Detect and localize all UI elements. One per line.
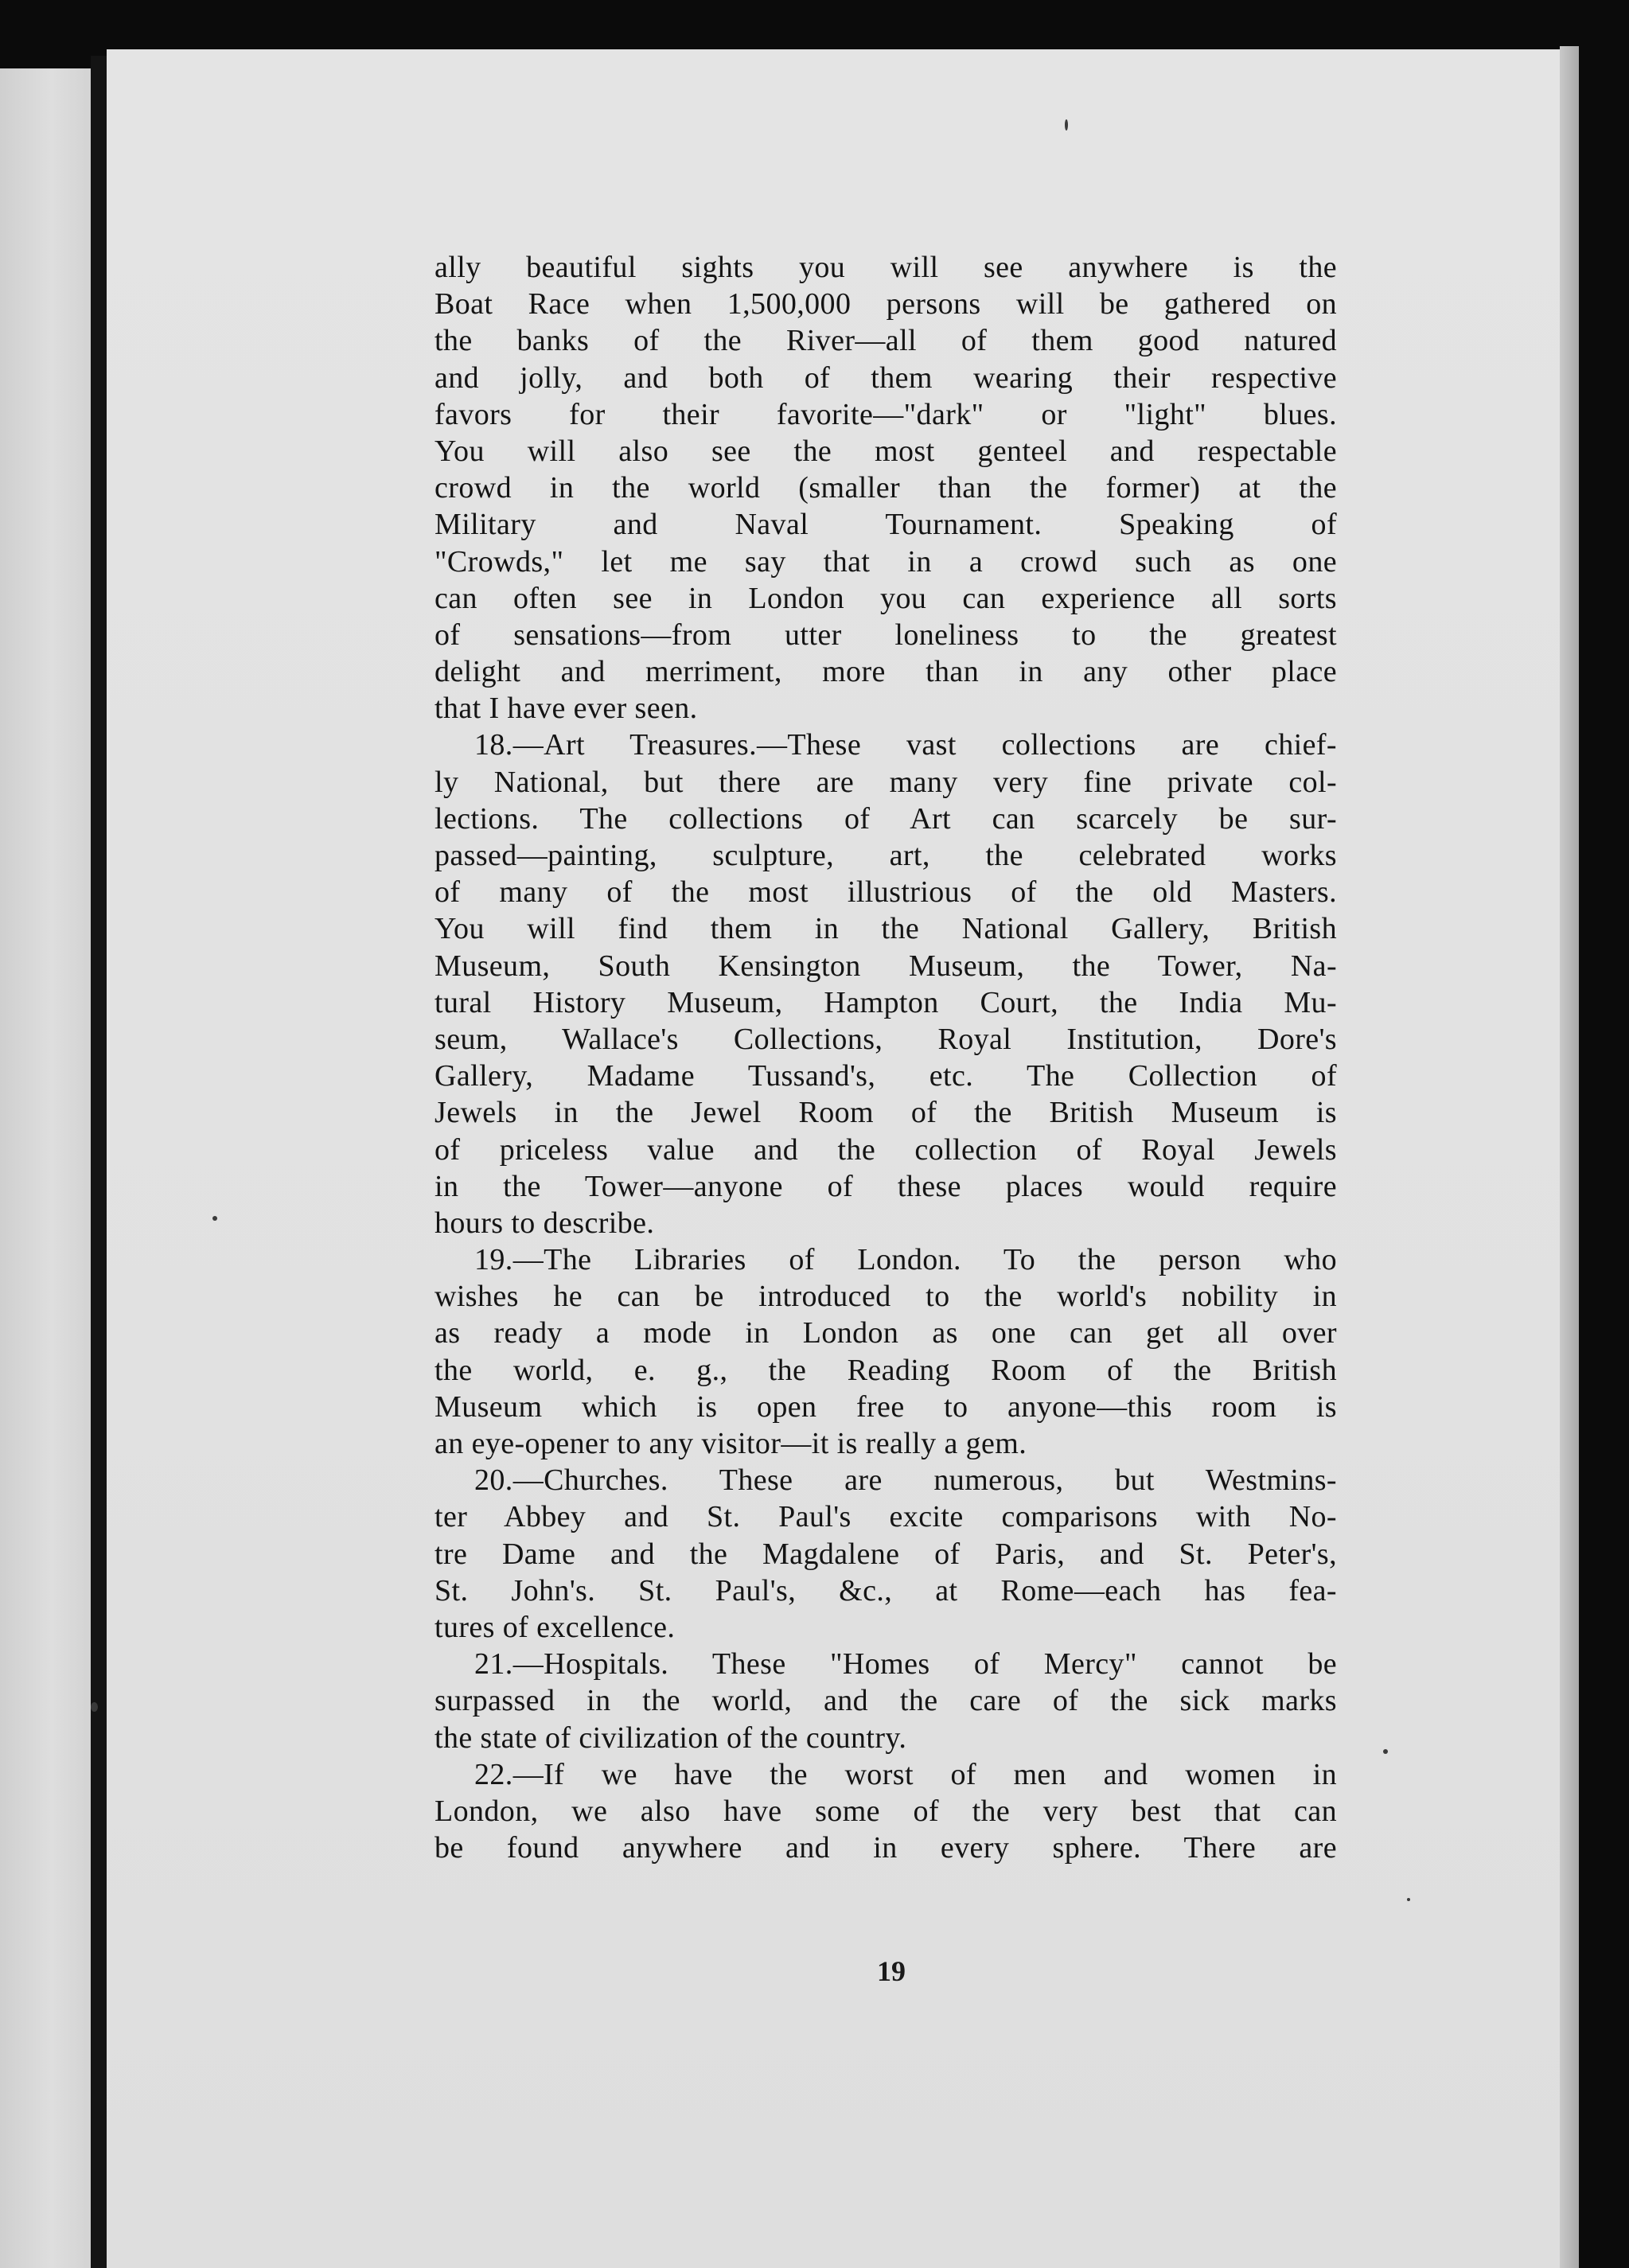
text-line: Museum which is open free to anyone—this room is: [435, 1389, 1337, 1424]
text-line: ter Abbey and St. Paul's excite comparisons with No-: [435, 1500, 1337, 1534]
text-line: as ready a mode in London as one can get all over: [435, 1316, 1337, 1350]
text-line: and jolly, and both of them wearing their respective: [435, 360, 1337, 395]
ink-speck: [91, 1702, 98, 1712]
text-line: of sensations—from utter loneliness to the greatest: [435, 618, 1337, 652]
text-line: tural History Museum, Hampton Court, the India Mu-: [435, 985, 1337, 1019]
page-number: 19: [877, 1955, 906, 1987]
text-line: London, we also have some of the very best that can: [435, 1794, 1337, 1828]
text-line: the banks of the River—all of them good natured: [435, 324, 1337, 358]
text-line: an eye-opener to any visitor—it is really a gem.: [435, 1427, 1027, 1460]
text-line: be found anywhere and in every sphere. There are: [435, 1831, 1337, 1865]
body-text: [435, 249, 1337, 1866]
ink-speck: [1407, 1898, 1410, 1901]
text-line: the world, e. g., the Reading Room of the British: [435, 1353, 1337, 1387]
ink-speck: [212, 1216, 217, 1221]
text-line: 21.—Hospitals. These "Homes of Mercy" cannot be: [474, 1647, 1337, 1682]
text-line: You will also see the most genteel and respectable: [435, 434, 1337, 468]
text-line: ly National, but there are many very fine private col-: [435, 765, 1337, 799]
text-line: hours to describe.: [435, 1206, 655, 1240]
text-line: tre Dame and the Magdalene of Paris, and St. Peter's,: [435, 1537, 1337, 1571]
book-gutter: [91, 56, 108, 2268]
text-line: Museum, South Kensington Museum, the Tower, Na-: [435, 949, 1337, 983]
text-line: passed—painting, sculpture, art, the celebrated works: [435, 839, 1337, 872]
ink-speck: [1065, 119, 1068, 131]
text-line: St. John's. St. Paul's, &c., at Rome—each has fea-: [435, 1573, 1337, 1607]
text-line: You will find them in the National Gallery, British: [435, 912, 1337, 946]
text-line: Gallery, Madame Tussand's, etc. The Collection of: [435, 1059, 1337, 1093]
text-line: tures of excellence.: [435, 1610, 676, 1644]
text-line: 19.—The Libraries of London. To the person who: [474, 1243, 1337, 1277]
text-line: delight and merriment, more than in any other place: [435, 655, 1337, 689]
facing-page-edge: [0, 68, 94, 2268]
text-line: the state of civilization of the country.: [435, 1720, 907, 1755]
text-line: ally beautiful sights you will see anywhere is the: [435, 251, 1337, 284]
text-line: can often see in London you can experience all sorts: [435, 581, 1337, 615]
text-line: "Crowds," let me say that in a crowd such as one: [435, 544, 1337, 579]
text-line: lections. The collections of Art can scarcely be sur-: [435, 801, 1337, 836]
text-line: Boat Race when 1,500,000 persons will be gathered on: [435, 287, 1337, 321]
text-line: seum, Wallace's Collections, Royal Institution, Dore's: [435, 1022, 1337, 1056]
text-line: wishes he can be introduced to the world's nobility in: [435, 1280, 1337, 1314]
text-line: of many of the most illustrious of the old Masters.: [435, 875, 1337, 910]
text-line: in the Tower—anyone of these places would require: [435, 1169, 1337, 1203]
text-line: Jewels in the Jewel Room of the British Museum is: [435, 1096, 1337, 1130]
text-line: that I have ever seen.: [435, 692, 698, 726]
text-line: Military and Naval Tournament. Speaking of: [435, 508, 1337, 542]
text-line: of priceless value and the collection of Royal Jewels: [435, 1132, 1337, 1167]
text-line: 18.—Art Treasures.—These vast collections are chief-: [474, 728, 1337, 762]
text-line: favors for their favorite—"dark" or "light" blues.: [435, 397, 1337, 431]
text-line: crowd in the world (smaller than the former) at the: [435, 471, 1337, 505]
ink-speck: [1383, 1749, 1388, 1754]
page-edge-shadow: [1560, 46, 1579, 2268]
text-line: 22.—If we have the worst of men and women in: [474, 1757, 1337, 1791]
text-line: 20.—Churches. These are numerous, but Westmins-: [474, 1463, 1337, 1498]
text-line: surpassed in the world, and the care of the sick marks: [435, 1684, 1337, 1718]
